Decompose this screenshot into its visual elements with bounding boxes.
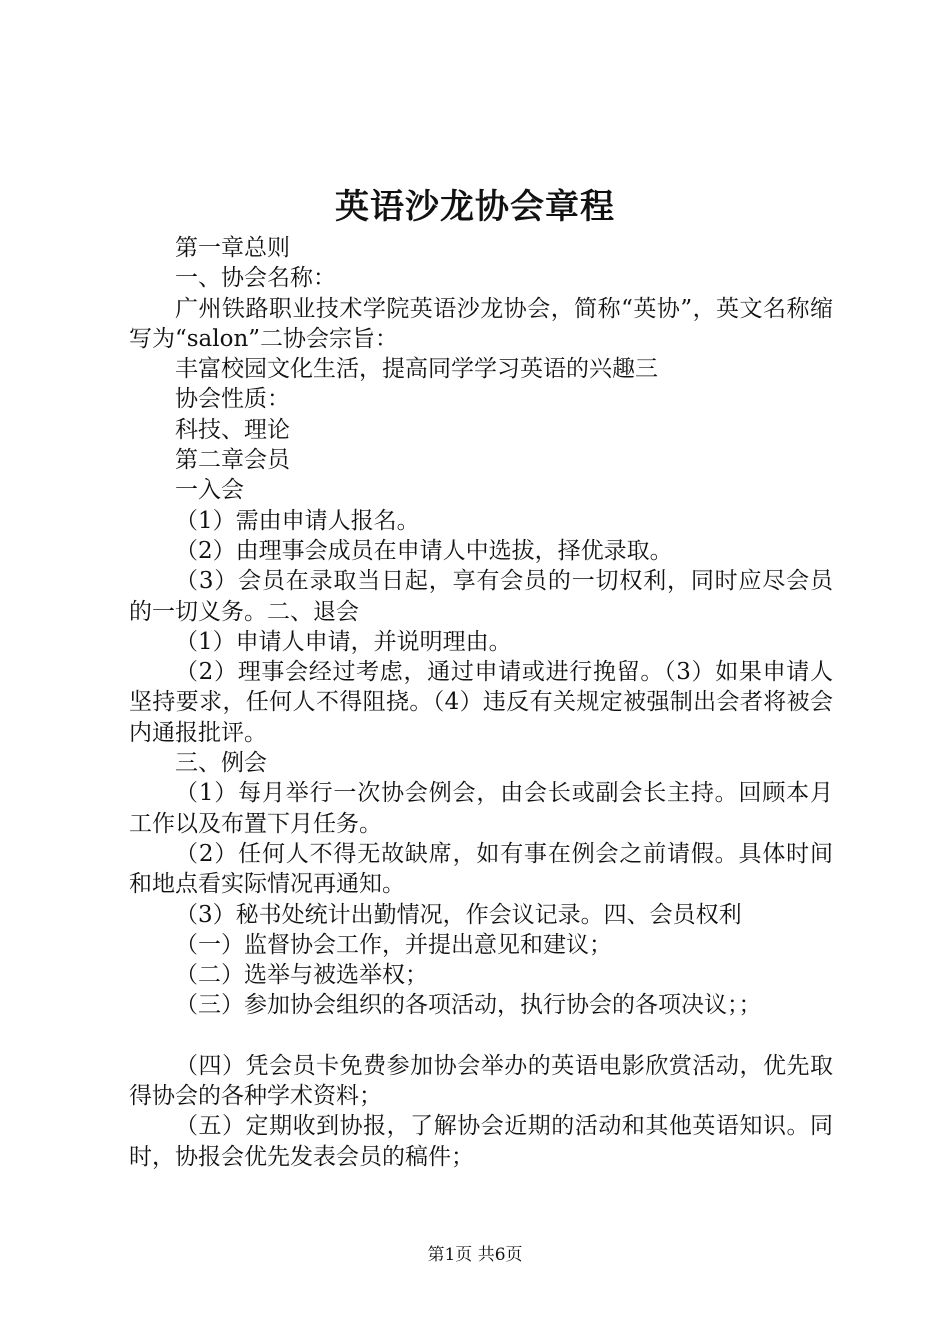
list-item: （2）理事会经过考虑，通过申请或进行挽留。（3）如果申请人坚持要求，任何人不得阻挠。（4）违反有关规定被强制出会者将被会内通报批评。 <box>129 659 833 746</box>
paragraph: 广州铁路职业技术学院英语沙龙协会，简称“英协”，英文名称缩写为“salon”二协会宗旨： <box>129 295 833 352</box>
list-item: （二）选举与被选举权； <box>175 962 428 989</box>
list-item: （五）定期收到协报，了解协会近期的活动和其他英语知识。同时，协报会优先发表会员的稿件； <box>129 1113 833 1170</box>
list-item: （四）凭会员卡免费参加协会举办的英语电影欣赏活动，优先取得协会的各种学术资料； <box>129 1052 833 1110</box>
paragraph: 丰富校园文化生活，提高同学学习英语的兴趣三 <box>175 356 658 383</box>
chapter-heading: 第一章总则 <box>175 235 290 261</box>
section-heading: 一入会 <box>175 477 244 504</box>
list-item: （1）申请人申请，并说明理由。 <box>175 628 512 655</box>
list-item: （1）需由申请人报名。 <box>175 507 420 534</box>
page-number: 第1页 共6页 <box>427 1245 523 1265</box>
document-body <box>129 233 833 1172</box>
list-item: （3）会员在录取当日起，享有会员的一切权利，同时应尽会员的一切义务。二、退会 <box>129 568 833 625</box>
list-item: （3）秘书处统计出勤情况，作会议记录。四、会员权利 <box>175 901 742 928</box>
section-heading: 三、例会 <box>175 750 267 777</box>
list-item: （2）任何人不得无故缺席，如有事在例会之前请假。具体时间和地点看实际情况再通知。 <box>129 840 833 898</box>
section-heading: 一、协会名称： <box>175 265 336 292</box>
section-heading: 协会性质： <box>175 386 290 413</box>
chapter-heading: 第二章会员 <box>175 447 290 474</box>
list-item: （2）由理事会成员在申请人中选拔，择优录取。 <box>175 537 673 564</box>
document-title: 英语沙龙协会章程 <box>335 187 615 227</box>
paragraph: 科技、理论 <box>175 416 290 443</box>
list-item: （1）每月举行一次协会例会，由会长或副会长主持。回顾本月工作以及布置下月任务。 <box>129 780 833 837</box>
list-item: （三）参加协会组织的各项活动，执行协会的各项决议；； <box>175 992 762 1019</box>
list-item: （一）监督协会工作，并提出意见和建议； <box>175 931 612 958</box>
